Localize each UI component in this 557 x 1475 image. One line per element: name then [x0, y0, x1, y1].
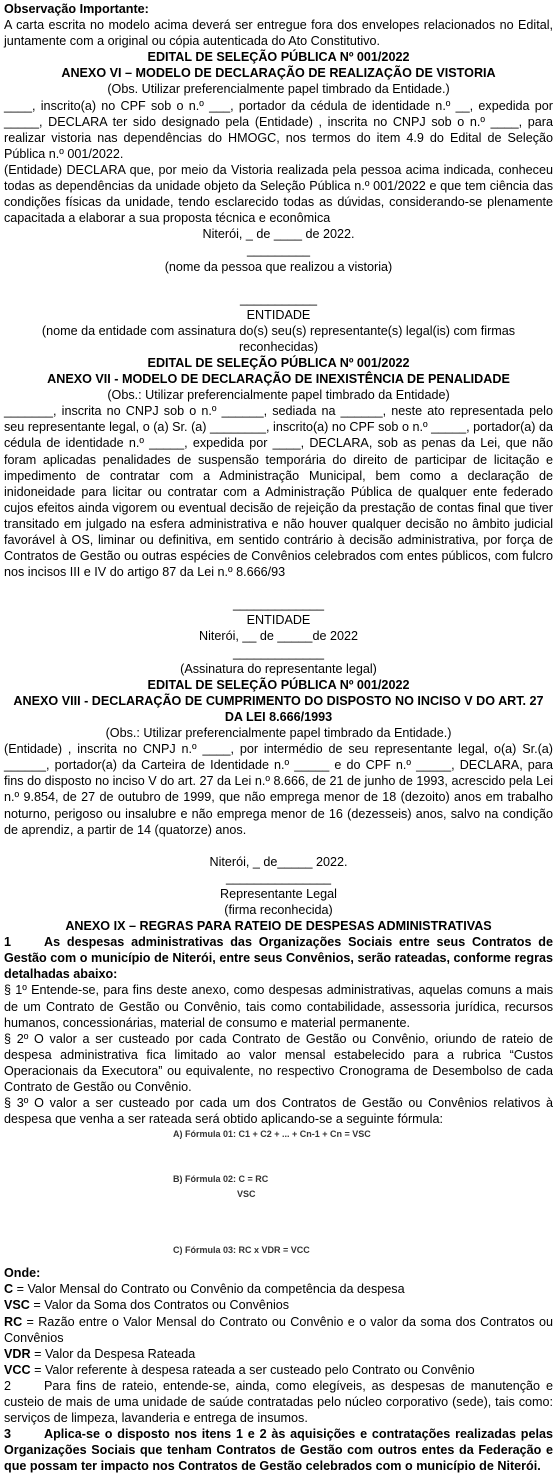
definition-item	[4, 1297, 553, 1313]
definition-term: VSC	[4, 1298, 30, 1313]
item-number: 2	[4, 1378, 12, 1393]
definition-term: VDR	[4, 1346, 31, 1361]
formula-3: C) Fórmula 03: RC x VDR = VCC	[173, 1245, 310, 1256]
annex6-entity-label: ENTIDADE	[246, 307, 311, 322]
annex9-title: ANEXO IX – REGRAS PARA RATEIO DE DESPESAS ADMINISTRATIVAS	[65, 919, 492, 934]
annex6-signature-line-2: ___________	[239, 291, 318, 306]
definition-text: = Valor Mensal do Contrato ou Convênio da competência da despesa	[13, 1282, 405, 1297]
item-text: Para fins de rateio, entende-se, ainda, como elegíveis, as despesas de manutenção e custeio de mais de uma unidade de saúde contratadas pelo núcleo corporativo (sede), tais como: serviços de limpeza, lavanderia e entrega de insumos.	[4, 1378, 553, 1426]
annex8-obs: (Obs.: Utilizar preferencialmente papel timbrado da Entidade.)	[105, 726, 452, 741]
annex8-signature-line: _______________	[225, 870, 332, 885]
annex7-obs: (Obs.: Utilizar preferencialmente papel timbrado da Entidade)	[107, 388, 450, 403]
definition-item	[4, 1362, 553, 1378]
annex9-paragraph-1: § 1º Entende-se, para fins deste anexo, como despesas administrativas, aquelas comuns a mais de um Contrato de Gestão ou Convênio, tais como contabilidade, assessoria jurídica, recursos humanos, concessionárias, material de consumo e material permanente.	[4, 983, 553, 1030]
annex8-title: ANEXO VIII - DECLARAÇÃO DE CUMPRIMENTO DO DISPOSTO NO INCISO V DO ART. 27 DA LEI 8.666/1993	[13, 693, 544, 724]
obs-title: Observação Importante:	[4, 2, 149, 16]
annex6-obs: (Obs. Utilizar preferencialmente papel timbrado da Entidade.)	[107, 82, 450, 97]
annex9-item-3	[4, 1426, 553, 1474]
definition-item	[4, 1346, 553, 1362]
item-text: Aplica-se o disposto nos itens 1 e 2 às aquisições e contratações realizadas pelas Organizações Sociais que tenham Contratos de Gestão com outros entes da Federação e que possam ter impacto nos Contratos de Gestão celebrados com o município de Niterói.	[4, 1427, 553, 1474]
annex8-firma-label: (firma reconhecida)	[224, 902, 333, 917]
annex6-edital-heading: EDITAL DE SELEÇÃO PÚBLICA Nº 001/2022	[147, 50, 410, 65]
annex6-signature-caption-1: (nome da pessoa que realizou a vistoria)	[164, 259, 393, 274]
annex7-entity-label: ENTIDADE	[246, 613, 311, 628]
annex8-representative-label: Representante Legal	[220, 886, 337, 901]
annex7-edital-heading: EDITAL DE SELEÇÃO PÚBLICA Nº 001/2022	[147, 355, 410, 370]
definition-term: C	[4, 1282, 14, 1297]
annex7-paragraph: _______, inscrita no CNPJ sob o n.º ______, sediada na ______, neste ato representada pelo seu representante legal, o (a) Sr. (a) ________, inscrito(a) no CPF sob o n.º _____, portador(a) da cédula de identidade n.º _____, expedida por ____, DECLARA, sob as penas da Lei, que não foram aplicadas penalidades de suspensão temporária do direito de participar de licitação e impedimento de contratar com a Administração Municipal, bem como a declaração de inidoneidade para licitar ou contratar com a Administração Pública de qualquer ente federado cujos efeitos ainda vigorem ou eventual decisão de rejeição da prestação de contas final que tiver transitado em julgado na esfera administrativa e não houver qualquer decisão no âmbito judicial favorável à OS, liminar ou definitiva, em sentido contrário à decisão administrativa, por força de Contratos de Gestão ou outras espécies de Convênios celebrados com entes públicos, com fulcro nos incisos III e IV do artigo 87 da Lei n.º 8.666/93	[4, 404, 553, 580]
definitions-list	[4, 1281, 553, 1378]
annex8-date-line: Niterói, _ de_____ 2022.	[209, 854, 348, 869]
definition-text: = Valor da Despesa Rateada	[30, 1346, 196, 1361]
annex8-edital-heading: EDITAL DE SELEÇÃO PÚBLICA Nº 001/2022	[147, 677, 410, 692]
annex7-title: ANEXO VII - MODELO DE DECLARAÇÃO DE INEXISTÊNCIA DE PENALIDADE	[47, 372, 510, 387]
formula-image	[4, 1127, 553, 1265]
definition-term: VCC	[4, 1362, 31, 1377]
annex9-item-1	[4, 934, 553, 982]
annex7-signature-caption: (Assinatura do representante legal)	[180, 661, 377, 676]
annex6-signature-caption-2: (nome da entidade com assinatura do(s) seu(s) representante(s) legal(is) com firmas reconhecidas)	[41, 323, 516, 354]
definition-text: = Valor referente à despesa rateada a ser custeado pelo Contrato ou Convênio	[30, 1362, 475, 1377]
definition-item	[4, 1281, 553, 1297]
item-number: 1	[4, 935, 12, 950]
annex7-date-line: Niterói, __ de _____de 2022	[199, 629, 358, 644]
definition-item	[4, 1314, 553, 1346]
obs-text: A carta escrita no modelo acima deverá ser entregue fora dos envelopes relacionados no Edital, juntamente com a original ou cópia autenticada do Ato Constitutivo.	[4, 18, 553, 49]
formula-2-label: B) Fórmula 02:	[173, 1174, 239, 1185]
annex8-paragraph: (Entidade) , inscrita no CNPJ n.º ____, por intermédio de seu representante legal, o(a) Sr.(a) ______, portador(a) da Carteira de Identidade n.º _____ e do CPF n.º _____, DECLARA, para fins do disposto no inciso V do art. 27 da Lei n.º 8.666, de 21 de junho de 1993, acrescido pela Lei n.º 9.854, de 27 de outubro de 1999, que não emprega menor de 18 (dezoito) anos em trabalho noturno, perigoso ou insalubre e não emprega menor de 16 (dezesseis) anos, salvo na condição de aprendiz, a partir de 14 (quatorze) anos.	[4, 742, 553, 837]
annex6-date-line: Niterói, _ de ____ de 2022.	[202, 227, 355, 242]
definition-text: = Razão entre o Valor Mensal do Contrato ou Convênio e o valor da soma dos Contratos ou Convênios	[4, 1314, 553, 1345]
annex6-paragraph-1: ____, inscrito(a) no CPF sob o n.º ___, portador da cédula de identidade n.º __, expedida por _____, DECLARA ter sido designado pela (Entidade) , inscrita no CNPJ sob o n.º ____, para realizar vistoria nas dependências do HMOGC, nos termos do item 4.9 do Edital de Seleção Pública n.º 001/2022.	[4, 98, 553, 161]
onde-label: Onde:	[4, 1266, 41, 1281]
definition-text: = Valor da Soma dos Contratos ou Convênios	[29, 1298, 290, 1313]
annex9-paragraph-2: § 2º O valor a ser custeado por cada Contrato de Gestão ou Convênio, oriundo de rateio de despesa administrativa fica limitado ao valor mensal estabelecido para a rubrica “Custos Operacionais da Executora” ou equivalente, no respectivo Cronograma de Desembolso de cada Contrato de Gestão ou Convênio.	[4, 1031, 553, 1094]
annex6-paragraph-2: (Entidade) DECLARA que, por meio da Vistoria realizada pela pessoa acima indicada, conheceu todas as dependências da unidade objeto da Seleção Pública n.º 001/2022 e que tem ciência das condições físicas da unidade, tendo esclarecido todas as dúvidas, considerando-se plenamente capacitada a elaborar a sua proposta técnica e econômica	[4, 162, 553, 226]
formula-2-numerator: C = RC	[238, 1174, 269, 1185]
annex6-signature-line-1: _________	[246, 243, 311, 258]
annex9-item-2	[4, 1378, 553, 1426]
definition-term: RC	[4, 1314, 23, 1329]
formula-2-denominator: VSC	[237, 1189, 256, 1200]
annex6-title: ANEXO VI – MODELO DE DECLARAÇÃO DE REALIZAÇÃO DE VISTORIA	[61, 66, 496, 81]
item-text: As despesas administrativas das Organizações Sociais entre seus Contratos de Gestão com o município de Niterói, entre seus Convênios, serão rateadas, conforme regras detalhadas abaixo:	[4, 935, 553, 982]
annex7-signature-line-2: _____________	[232, 645, 325, 660]
formula-1: A) Fórmula 01: C1 + C2 + ... + Cn-1 + Cn = VSC	[173, 1129, 371, 1140]
formula-2	[173, 1174, 268, 1185]
annex9-paragraph-3: § 3º O valor a ser custeado por cada um dos Contratos de Gestão ou Convênios relativos à despesa que venha a ser rateada será obtido aplicando-se a seguinte fórmula:	[4, 1096, 553, 1127]
annex7-signature-line-1: _____________	[232, 597, 325, 612]
item-number: 3	[4, 1427, 12, 1442]
